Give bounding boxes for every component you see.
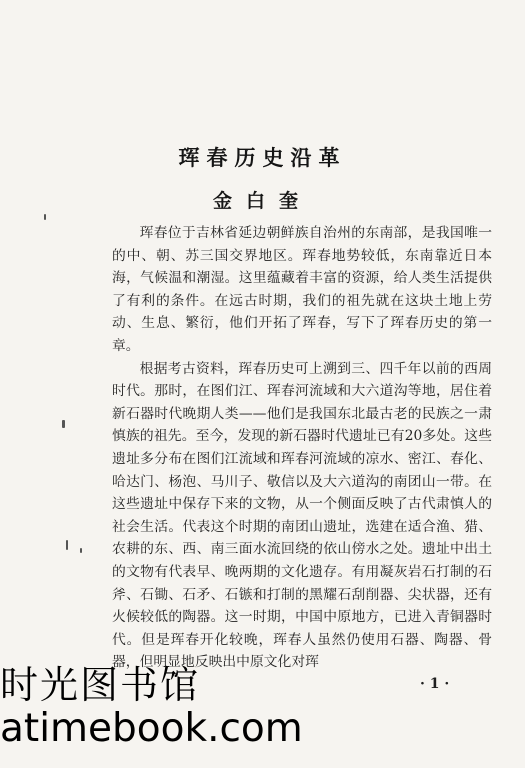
page-number: · 1 · <box>420 676 450 692</box>
article-title: 珲春历史沿革 <box>178 145 347 170</box>
watermark-url: atimebook.com <box>0 706 303 751</box>
scan-speck <box>80 548 82 553</box>
author-name: 金白奎 <box>212 190 312 212</box>
watermark-text: 时光图书馆 <box>0 663 201 707</box>
scan-speck <box>44 214 46 220</box>
paragraph-2: 根据考古资料，珲春历史可上溯到三、四千年以前的西周时代。那时，在图们江、珲春河流域和大六道沟等地，居住着新石器时代晚期人类——他们是我国东北最古老的民族之一肃慎族的祖先。至今，发现的新石器时代遗址已有20多处。这些遗址多分布在图们江流域和珲春河流域的凉水、密江、春化、哈达门、杨泡、马川子、敬信以及大六道沟的南团山一带。在这些遗址中保存下来的文物，从一个侧面反映了古代肃慎人的社会生活。代表这个时期的南团山遗址，选建在适合渔、猎、农耕的东、西、南三面水流回绕的依山傍水之处。遗址中出土的文物有代表早、晚两期的文化遗存。有用凝灰岩石打制的石斧、石锄、石矛、石镞和打制的黑耀石刮削器、尖状器，还有火候较低的陶器。这一时期，中国中原地方，已进入青铜器时代。但是珲春开化较晚，珲春人虽然仍使用石器、陶器、骨器，但明显地反映出中原文化对珲 <box>112 360 492 671</box>
article-body <box>112 222 492 674</box>
scan-speck <box>66 540 68 550</box>
paragraph-1: 珲春位于吉林省延边朝鲜族自治州的东南部，是我国唯一的中、朝、苏三国交界地区。珲春地势较低，东南靠近日本海，气候温和潮湿。这里蕴藏着丰富的资源，给人类生活提供了有利的条件。在远古时期，我们的祖先就在这块土地上劳动、生息、繁衍，他们开拓了珲春，写下了珲春历史的第一章。 <box>112 225 492 354</box>
scan-speck <box>62 420 65 428</box>
